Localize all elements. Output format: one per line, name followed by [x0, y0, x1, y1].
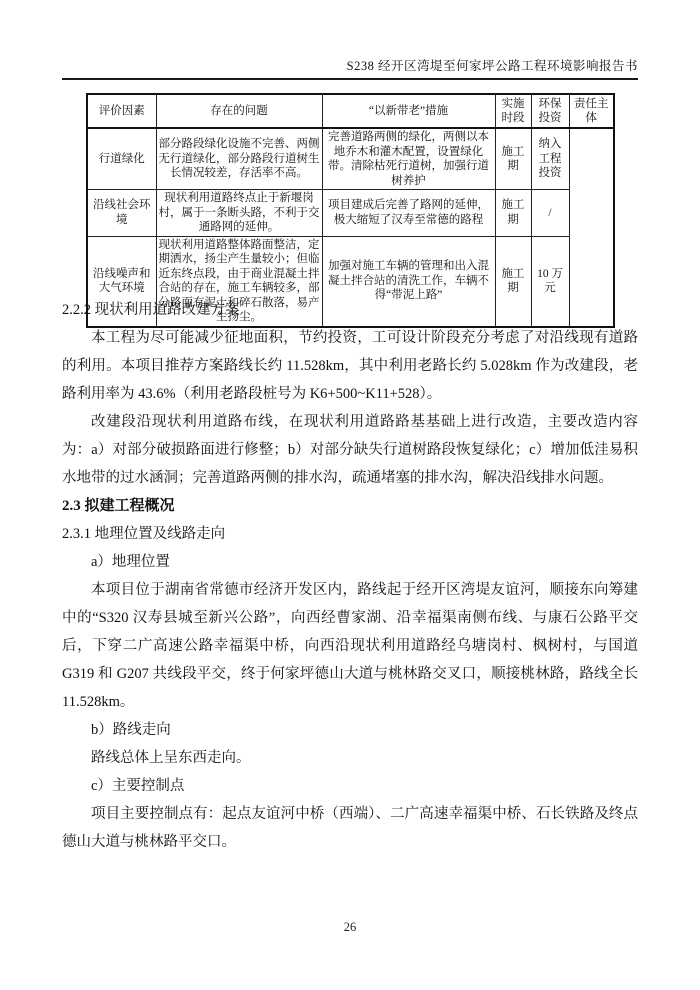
cell-measure: 加强对施工车辆的管理和出入混凝土拌合站的清洗工作，车辆不得“带泥上路” [322, 236, 495, 327]
table-row-social-env [87, 190, 614, 237]
col-header-problem: 存在的问题 [156, 94, 322, 128]
cell-measure: 完善道路两侧的绿化，两侧以本地乔木和灌木配置，设置绿化带。清除枯死行道树，加强行道树养护 [322, 128, 495, 190]
section-heading-2-2-2: 2.2.2 现状利用道路改建方案 [62, 302, 240, 318]
col-header-investment: 环保投资 [531, 94, 569, 128]
paragraph-control-points: 项目主要控制点有：起点友谊河中桥（西端）、二广高速幸福渠中桥、石长铁路及终点德山大道与桃林路平交口。 [62, 806, 638, 850]
cell-measure: 项目建成后完善了路网的延伸，极大缩短了汉寿至常德的路程 [322, 190, 495, 237]
paragraph-rebuild-content: 改建段沿现状利用道路布线，在现状利用道路路基基础上进行改造，主要改造内容为：a）对部分破损路面进行修整；b）对部分缺失行道树路段恢复绿化；c）增加低洼易积水地带的过水涵洞；完善道路两侧的排水沟，疏通堵塞的排水沟，解决沿线排水问题。 [62, 414, 638, 486]
cell-factor: 行道绿化 [87, 128, 156, 190]
cell-factor: 沿线社会环境 [87, 190, 156, 237]
list-item-b-alignment: b）路线走向 [91, 722, 171, 738]
cell-problem: 现状利用道路终点止于新堰岗村，属于一条断头路，不利于交通路网的延伸。 [156, 190, 322, 237]
cell-factor: 沿线噪声和大气环境 [87, 236, 156, 327]
col-header-period: 实施时段 [495, 94, 531, 128]
paragraph-road-reuse: 本工程为尽可能减少征地面积，节约投资，工可设计阶段充分考虑了对沿线现有道路的利用。本项目推荐方案路线长约 11.528km，其中利用老路长约 5.028km 作为改建段，老路利用率为 43.6%（利用老路段桩号为 K6+500~K11+528）。 [62, 330, 638, 402]
table-row-greening [87, 128, 614, 190]
list-item-a-location: a）地理位置 [91, 554, 170, 570]
col-header-factor: 评价因素 [87, 94, 156, 128]
cell-period: 施工期 [495, 128, 531, 190]
table-header-row [87, 94, 614, 128]
report-title-header: S238 经开区湾堤至何家坪公路工程环境影响报告书 [346, 59, 638, 73]
cell-problem: 部分路段绿化设施不完善、两侧无行道绿化，部分路段行道树生长情况较差，存活率不高。 [156, 128, 322, 190]
cell-period: 施工期 [495, 190, 531, 237]
cell-period: 施工期 [495, 236, 531, 327]
paragraph-location: 本项目位于湖南省常德市经济开发区内，路线起于经开区湾堤友谊河，顺接东向筹建中的“S320 汉寿县城至新兴公路”，向西经曹家湖、沿幸福渠南侧布线、与康石公路平交后，下穿二广高速公路幸福渠中桥，向西沿现状利用道路经乌塘岗村、枫树村，与国道 G319 和 G207 共线段平交，终于何家坪德山大道与桃林路交叉口，顺接桃林路，路线全长 11.528km。 [62, 582, 638, 710]
section-heading-2-3: 2.3 拟建工程概况 [62, 498, 175, 514]
list-item-c-control-points: c）主要控制点 [91, 778, 185, 794]
header-divider [62, 78, 638, 80]
col-header-responsible: 责任主体 [569, 94, 614, 128]
col-header-measure: “以新带老”措施 [322, 94, 495, 128]
section-heading-2-3-1: 2.3.1 地理位置及线路走向 [62, 526, 226, 542]
paragraph-alignment: 路线总体上呈东西走向。 [91, 750, 251, 766]
cell-problem: 现状利用道路整体路面整洁，定期洒水，扬尘产生量较小；但临近东终点段，由于商业混凝土拌合站的存在，施工车辆较多，部分路面有泥土和碎石散落，易产生扬尘。 [156, 236, 322, 327]
document-body [62, 296, 638, 856]
cell-investment: 纳入工程投资 [531, 128, 569, 190]
page-number: 26 [343, 920, 357, 934]
mitigation-summary-table [86, 93, 615, 328]
cell-investment: 10 万元 [531, 236, 569, 327]
cell-investment: / [531, 190, 569, 237]
